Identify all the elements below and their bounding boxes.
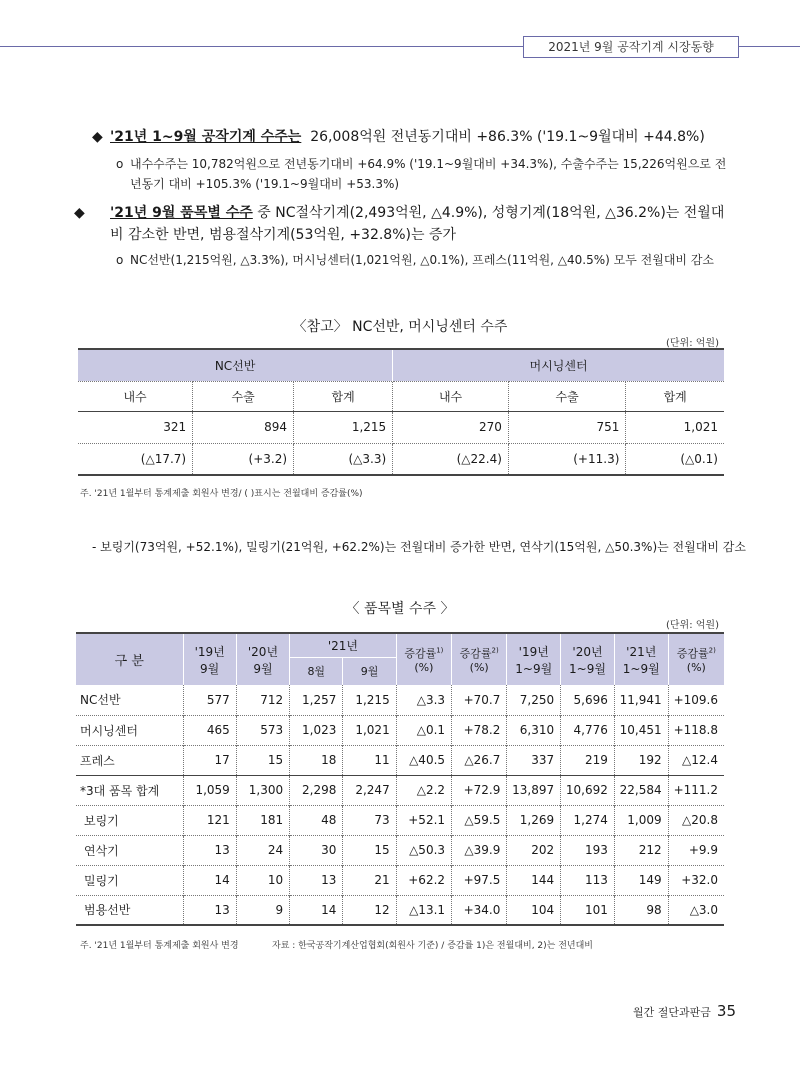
cell: +52.1 bbox=[396, 805, 451, 835]
diamond-icon: ◆ bbox=[74, 205, 85, 221]
cell: +9.9 bbox=[668, 835, 724, 865]
bullet-main-1 bbox=[92, 126, 732, 148]
cell: 18 bbox=[290, 745, 343, 775]
table1-note: 주. '21년 1월부터 통계제출 회원사 변경/ ( )표시는 전월대비 증감률(%) bbox=[80, 489, 363, 499]
cell: 465 bbox=[183, 715, 236, 745]
circle-icon: o bbox=[116, 157, 124, 171]
table-row bbox=[78, 443, 724, 475]
cell: 14 bbox=[290, 895, 343, 925]
cell: 101 bbox=[561, 895, 615, 925]
cell: 894 bbox=[193, 411, 294, 443]
cell: △40.5 bbox=[396, 745, 451, 775]
cell: 10,692 bbox=[561, 775, 615, 805]
row-label: NC선반 bbox=[80, 693, 121, 708]
col-header: 수출 bbox=[508, 381, 626, 411]
cell: △3.0 bbox=[668, 895, 724, 925]
col-header: 증감률$^{2)}$ (%) bbox=[668, 633, 724, 685]
table-row bbox=[76, 865, 724, 895]
table-row bbox=[76, 715, 724, 745]
page-number: 35 bbox=[716, 1002, 736, 1020]
cell: 1,021 bbox=[626, 411, 724, 443]
table-row bbox=[76, 775, 724, 805]
table2-unit: (단위: 억원) bbox=[666, 620, 719, 631]
bullet-text: 중 NC절삭기계(2,493억원, △4.9%), 성형기계(18억원, △36.2%)는 전월대비 감소한 반면, 범용절삭기계(53억원, +32.8%)는 증가 bbox=[110, 205, 725, 243]
cell: 1,021 bbox=[343, 715, 396, 745]
diamond-icon: ◆ bbox=[92, 129, 103, 145]
cell: 712 bbox=[236, 685, 289, 715]
cell: 321 bbox=[78, 411, 193, 443]
bullet-text: NC선반(1,215억원, △3.3%), 머시닝센터(1,021억원, △0.1%), 프레스(11억원, △40.5%) 모두 전월대비 감소 bbox=[130, 253, 714, 267]
col-header: '20년 9월 bbox=[236, 633, 289, 685]
cell: 573 bbox=[236, 715, 289, 745]
cell: △0.1 bbox=[396, 715, 451, 745]
cell: 13 bbox=[290, 865, 343, 895]
cell: 1,300 bbox=[236, 775, 289, 805]
cell: △26.7 bbox=[452, 745, 507, 775]
cell: 98 bbox=[614, 895, 668, 925]
table-row bbox=[76, 895, 724, 925]
table-row bbox=[76, 835, 724, 865]
cell: 2,298 bbox=[290, 775, 343, 805]
table2-note: 주. '21년 1월부터 통계제출 회원사 변경 bbox=[80, 941, 239, 951]
cell: 17 bbox=[183, 745, 236, 775]
cell: (+3.2) bbox=[193, 443, 294, 475]
col-header: 구 분 bbox=[76, 633, 183, 685]
cell: 1,215 bbox=[294, 411, 393, 443]
cell: +34.0 bbox=[452, 895, 507, 925]
cell: +70.7 bbox=[452, 685, 507, 715]
cell: 192 bbox=[614, 745, 668, 775]
cell: 193 bbox=[561, 835, 615, 865]
cell: 1,274 bbox=[561, 805, 615, 835]
col-header: 증감률$^{1)}$ (%) bbox=[396, 633, 451, 685]
summary-bullets bbox=[74, 126, 732, 270]
bullet-label: '21년 9월 품목별 수주 bbox=[110, 205, 253, 221]
cell: 14 bbox=[183, 865, 236, 895]
group-header: 머시닝센터 bbox=[393, 349, 724, 381]
cell: △50.3 bbox=[396, 835, 451, 865]
table-row bbox=[76, 745, 724, 775]
cell: 6,310 bbox=[507, 715, 561, 745]
cell: +32.0 bbox=[668, 865, 724, 895]
cell: 181 bbox=[236, 805, 289, 835]
cell: 48 bbox=[290, 805, 343, 835]
cell: 219 bbox=[561, 745, 615, 775]
cell: 1,215 bbox=[343, 685, 396, 715]
cell: 15 bbox=[343, 835, 396, 865]
table-row bbox=[76, 685, 724, 715]
item-orders-table bbox=[76, 632, 724, 926]
col-header: 9월 bbox=[343, 657, 396, 685]
bullet-label: '21년 1~9월 공작기계 수주는 bbox=[110, 129, 302, 145]
cell: 7,250 bbox=[507, 685, 561, 715]
cell: 751 bbox=[508, 411, 626, 443]
cell: (△0.1) bbox=[626, 443, 724, 475]
cell: △20.8 bbox=[668, 805, 724, 835]
cell: 1,009 bbox=[614, 805, 668, 835]
cell: (+11.3) bbox=[508, 443, 626, 475]
cell: △12.4 bbox=[668, 745, 724, 775]
summary-sentence: - 보링기(73억원, +52.1%), 밀링기(21억원, +62.2%)는 전월대비 증가한 반면, 연삭기(15억원, △50.3%)는 전월대비 감소 bbox=[92, 540, 746, 554]
cell: △13.1 bbox=[396, 895, 451, 925]
col-header: 합계 bbox=[626, 381, 724, 411]
cell: 212 bbox=[614, 835, 668, 865]
col-header: 내수 bbox=[78, 381, 193, 411]
cell: 577 bbox=[183, 685, 236, 715]
cell: (△17.7) bbox=[78, 443, 193, 475]
col-header: '21년 bbox=[290, 633, 397, 657]
bullet-text: 26,008억원 전년동기대비 +86.3% ('19.1~9월대비 +44.8%) bbox=[310, 129, 705, 145]
row-label: 밀링기 bbox=[84, 873, 119, 888]
cell: 11,941 bbox=[614, 685, 668, 715]
bullet-sub-1 bbox=[116, 154, 732, 194]
col-header: 8월 bbox=[290, 657, 343, 685]
cell: △2.2 bbox=[396, 775, 451, 805]
cell: 12 bbox=[343, 895, 396, 925]
col-header: 합계 bbox=[294, 381, 393, 411]
table1-title: 〈참고〉 NC선반, 머시닝센터 수주 bbox=[292, 319, 508, 335]
cell: 2,247 bbox=[343, 775, 396, 805]
cell: +111.2 bbox=[668, 775, 724, 805]
cell: 10 bbox=[236, 865, 289, 895]
cell: 149 bbox=[614, 865, 668, 895]
cell: 4,776 bbox=[561, 715, 615, 745]
cell: 15 bbox=[236, 745, 289, 775]
group-header: NC선반 bbox=[78, 349, 393, 381]
cell: 1,059 bbox=[183, 775, 236, 805]
cell: (△3.3) bbox=[294, 443, 393, 475]
cell: 11 bbox=[343, 745, 396, 775]
row-label: 범용선반 bbox=[84, 903, 131, 918]
cell: 104 bbox=[507, 895, 561, 925]
cell: 9 bbox=[236, 895, 289, 925]
bullet-text: 내수수주는 10,782억원으로 전년동기대비 +64.9% ('19.1~9월대비 +34.3%), 수출수주는 15,226억원으로 전년동기 대비 +105.3% ('19.1~9월대비 +53.3%) bbox=[130, 157, 727, 191]
cell: 1,269 bbox=[507, 805, 561, 835]
cell: +97.5 bbox=[452, 865, 507, 895]
table-body bbox=[76, 685, 724, 925]
col-header: '19년 1~9월 bbox=[507, 633, 561, 685]
circle-icon: o bbox=[116, 253, 124, 267]
cell: +72.9 bbox=[452, 775, 507, 805]
header-title: 2021년 9월 공작기계 시장동향 bbox=[523, 36, 739, 58]
bullet-main-2 bbox=[74, 202, 732, 246]
page-footer bbox=[633, 1002, 736, 1020]
cell: 22,584 bbox=[614, 775, 668, 805]
magazine-name: 월간 절단과판금 bbox=[633, 1006, 711, 1019]
col-header: 수출 bbox=[193, 381, 294, 411]
row-label: 연삭기 bbox=[84, 843, 119, 858]
table-row bbox=[78, 411, 724, 443]
cell: 1,023 bbox=[290, 715, 343, 745]
cell: △59.5 bbox=[452, 805, 507, 835]
cell: (△22.4) bbox=[393, 443, 509, 475]
cell: 202 bbox=[507, 835, 561, 865]
cell: △39.9 bbox=[452, 835, 507, 865]
cell: 10,451 bbox=[614, 715, 668, 745]
cell: 24 bbox=[236, 835, 289, 865]
cell: 73 bbox=[343, 805, 396, 835]
cell: 30 bbox=[290, 835, 343, 865]
cell: 337 bbox=[507, 745, 561, 775]
col-header: 내수 bbox=[393, 381, 509, 411]
cell: 13 bbox=[183, 895, 236, 925]
cell: △3.3 bbox=[396, 685, 451, 715]
table2-source: 자료 : 한국공작기계산업협회(회원사 기준) / 증감률 1)은 전월대비, 2)는 전년대비 bbox=[272, 941, 593, 951]
cell: 270 bbox=[393, 411, 509, 443]
table1-unit: (단위: 억원) bbox=[666, 338, 719, 349]
table2-title: 〈 품목별 수주 〉 bbox=[345, 601, 455, 617]
nc-machining-table bbox=[78, 348, 724, 476]
col-header: 증감률$^{2)}$ (%) bbox=[452, 633, 507, 685]
cell: +78.2 bbox=[452, 715, 507, 745]
cell: 144 bbox=[507, 865, 561, 895]
bullet-sub-2 bbox=[116, 250, 732, 270]
col-header: '19년 9월 bbox=[183, 633, 236, 685]
cell: 1,257 bbox=[290, 685, 343, 715]
cell: 113 bbox=[561, 865, 615, 895]
cell: 13,897 bbox=[507, 775, 561, 805]
cell: 5,696 bbox=[561, 685, 615, 715]
cell: 21 bbox=[343, 865, 396, 895]
col-header: '20년 1~9월 bbox=[561, 633, 615, 685]
col-header: '21년 1~9월 bbox=[614, 633, 668, 685]
cell: 121 bbox=[183, 805, 236, 835]
cell: +62.2 bbox=[396, 865, 451, 895]
cell: +118.8 bbox=[668, 715, 724, 745]
row-label: 보링기 bbox=[84, 813, 119, 828]
table-row bbox=[76, 805, 724, 835]
row-label: 머시닝센터 bbox=[80, 723, 138, 738]
cell: 13 bbox=[183, 835, 236, 865]
cell: +109.6 bbox=[668, 685, 724, 715]
row-label: *3대 품목 합계 bbox=[80, 783, 160, 798]
row-label: 프레스 bbox=[80, 753, 115, 768]
